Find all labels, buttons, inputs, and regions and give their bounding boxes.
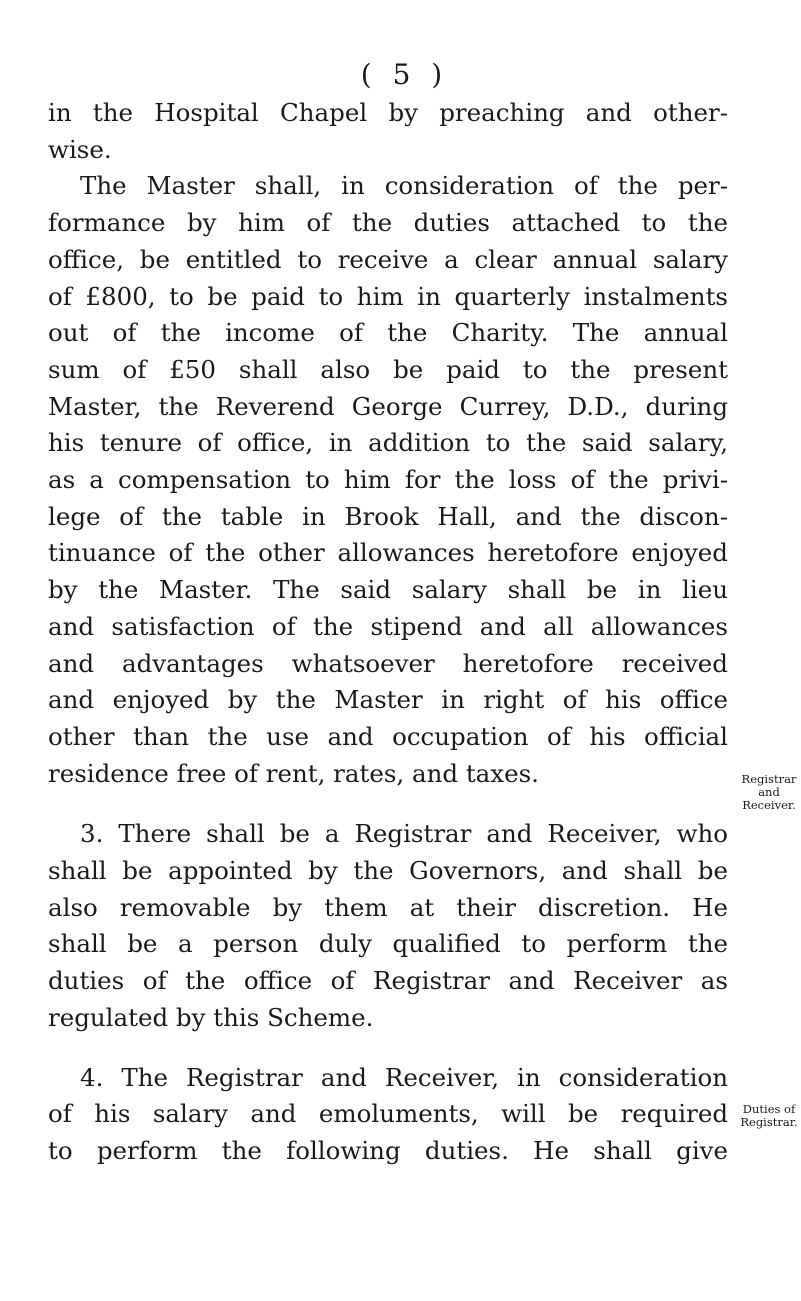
paragraph-gap <box>48 792 728 816</box>
text-line: in the Hospital Chapel by preaching and other- <box>48 98 728 127</box>
text-line: and enjoyed by the Master in right of his office <box>48 685 728 715</box>
text-line: his tenure of office, in addition to the said salary, <box>48 428 728 458</box>
text-line: also removable by them at their discretion. He <box>48 892 728 922</box>
text-line: of £800, to be paid to him in quarterly instalments <box>48 281 728 311</box>
paragraph-registrar <box>48 816 728 1036</box>
margin-note-line: Registrar <box>741 773 797 786</box>
margin-note-line: Registrar. <box>740 1115 798 1129</box>
text-line: shall be a person duly qualified to perform the <box>48 929 728 959</box>
text-line: out of the income of the Charity. The annual <box>48 318 728 348</box>
text-line: residence free of rent, rates, and taxes. <box>48 758 539 788</box>
text-line: as a compensation to him for the loss of the privi- <box>48 465 728 495</box>
text-line: regulated by this Scheme. <box>48 1002 374 1032</box>
text-line: other than the use and occupation of his official <box>48 721 728 751</box>
text-line: and advantages whatsoever heretofore received <box>48 648 728 678</box>
text-line: of his salary and emoluments, will be required <box>48 1099 728 1129</box>
paragraph-gap <box>48 1037 728 1060</box>
text-line: lege of the table in Brook Hall, and the discon- <box>48 501 728 531</box>
text-line: duties of the office of Registrar and Receiver as <box>48 966 728 996</box>
text-line: Master, the Reverend George Currey, D.D., during <box>48 391 728 421</box>
margin-note-line: and <box>758 785 780 799</box>
text-line: 4. The Registrar and Receiver, in consideration <box>80 1062 728 1092</box>
text-line: and satisfaction of the stipend and all allowances <box>48 611 728 641</box>
paragraph-duties <box>48 1060 728 1170</box>
page-number: ( 5 ) <box>360 58 449 91</box>
margin-note-line: Receiver. <box>742 798 796 812</box>
body-text <box>48 95 728 1170</box>
text-line: by the Master. The said salary shall be in lieu <box>48 575 728 605</box>
paragraph-continuation <box>48 95 728 168</box>
text-line: formance by him of the duties attached to the <box>48 208 728 238</box>
text-line: sum of £50 shall also be paid to the present <box>48 354 728 384</box>
margin-note-registrar-receiver <box>738 773 800 812</box>
margin-note-duties-registrar <box>738 1103 800 1129</box>
text-line: to perform the following duties. He shall give <box>48 1135 728 1165</box>
text-line: wise. <box>48 134 112 164</box>
paragraph-master-salary <box>48 168 728 792</box>
text-line: 3. There shall be a Registrar and Receiver, who <box>80 819 728 849</box>
text-line: tinuance of the other allowances heretofore enjoyed <box>48 538 728 568</box>
text-line: The Master shall, in consideration of the per- <box>80 171 728 201</box>
margin-note-line: Duties of <box>742 1103 796 1116</box>
text-line: office, be entitled to receive a clear annual salary <box>48 244 728 274</box>
text-line: shall be appointed by the Governors, and shall be <box>48 856 728 886</box>
